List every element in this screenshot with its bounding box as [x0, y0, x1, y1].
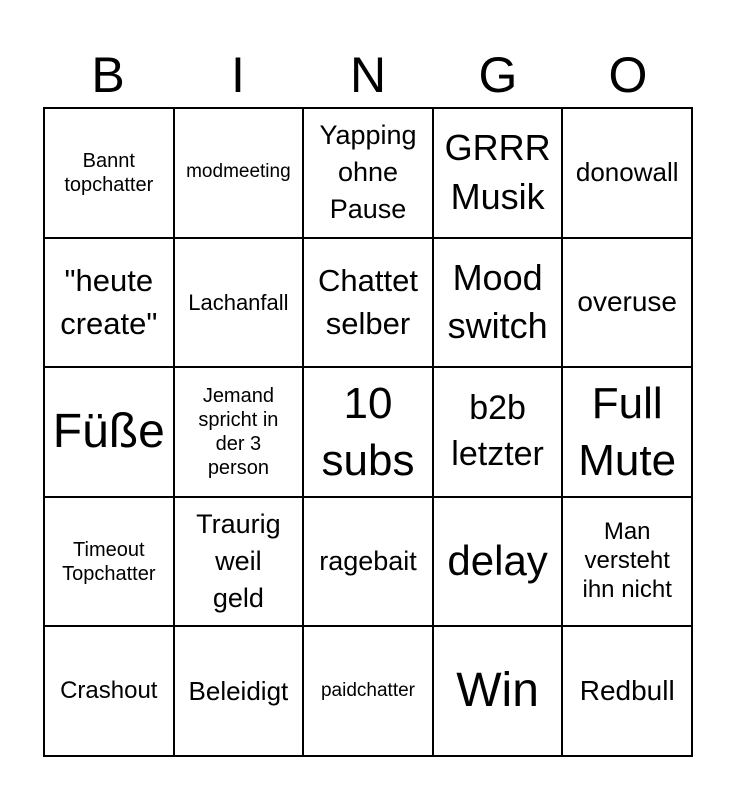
header-letter-b: B: [91, 47, 125, 103]
bingo-cell-r4-c2[interactable]: [174, 497, 304, 627]
cell-text: Mood switch: [447, 256, 548, 347]
cell-text: GRRR Musik: [444, 127, 551, 217]
bingo-cell-r4-c1[interactable]: [44, 497, 174, 627]
bingo-cell-r2-c5[interactable]: [562, 238, 692, 368]
cell-text: modmeeting: [186, 161, 291, 183]
cell-text: "heute create": [60, 263, 158, 342]
cell-text: Redbull: [579, 675, 675, 707]
header-letter-n: N: [349, 47, 387, 103]
bingo-cell-r3-c5[interactable]: [562, 367, 692, 497]
cell-text: Man versteht ihn nicht: [582, 518, 672, 603]
bingo-cell-r1-c2[interactable]: [174, 108, 304, 238]
header-letter-o: O: [608, 47, 648, 103]
cell-text: Jemand spricht in der 3 person: [198, 384, 279, 479]
bingo-cell-r4-c3[interactable]: [303, 497, 433, 627]
bingo-cell-r2-c4[interactable]: [433, 238, 563, 368]
bingo-grid: [43, 107, 693, 757]
bingo-cell-r2-c1[interactable]: [44, 238, 174, 368]
cell-text: 10 subs: [321, 378, 415, 485]
bingo-cell-r1-c5[interactable]: [562, 108, 692, 238]
bingo-cell-r2-c3[interactable]: [303, 238, 433, 368]
bingo-cell-r1-c3[interactable]: [303, 108, 433, 238]
bingo-cell-r4-c5[interactable]: [562, 497, 692, 627]
bingo-cell-r1-c4[interactable]: [433, 108, 563, 238]
cell-text: b2b letzter: [451, 389, 544, 473]
cell-text: ragebait: [319, 545, 417, 576]
cell-text: Bannt topchatter: [64, 149, 154, 196]
header-letter-g: G: [478, 47, 518, 103]
cell-text: overuse: [577, 286, 677, 318]
cell-text: Lachanfall: [188, 289, 289, 315]
bingo-cell-r2-c2[interactable]: [174, 238, 304, 368]
header-letter-i: I: [231, 47, 245, 103]
bingo-cell-r3-c2[interactable]: [174, 367, 304, 497]
cell-text: Full Mute: [578, 378, 677, 485]
bingo-cell-r5-c1[interactable]: [44, 626, 174, 756]
bingo-header: [43, 44, 693, 106]
bingo-cell-r5-c2[interactable]: [174, 626, 304, 756]
bingo-cell-r3-c4[interactable]: [433, 367, 563, 497]
cell-text: Timeout Topchatter: [62, 538, 156, 585]
cell-text: Win: [456, 664, 539, 718]
bingo-cell-r5-c3[interactable]: [303, 626, 433, 756]
bingo-cell-r3-c1[interactable]: [44, 367, 174, 497]
bingo-cell-r5-c4[interactable]: [433, 626, 563, 756]
bingo-cell-r4-c4[interactable]: [433, 497, 563, 627]
cell-text: Crashout: [60, 676, 158, 704]
cell-text: paidchatter: [320, 679, 415, 701]
cell-text: Füße: [52, 405, 165, 459]
cell-text: Yapping ohne Pause: [319, 119, 417, 225]
cell-text: Traurig weil geld: [196, 508, 281, 614]
bingo-cell-r3-c3[interactable]: [303, 367, 433, 497]
cell-text: donowall: [575, 157, 679, 188]
cell-text: Chattet selber: [318, 263, 418, 342]
cell-text: Beleidigt: [188, 675, 289, 706]
bingo-cell-r1-c1[interactable]: [44, 108, 174, 238]
bingo-cell-r5-c5[interactable]: [562, 626, 692, 756]
cell-text: delay: [447, 537, 548, 585]
